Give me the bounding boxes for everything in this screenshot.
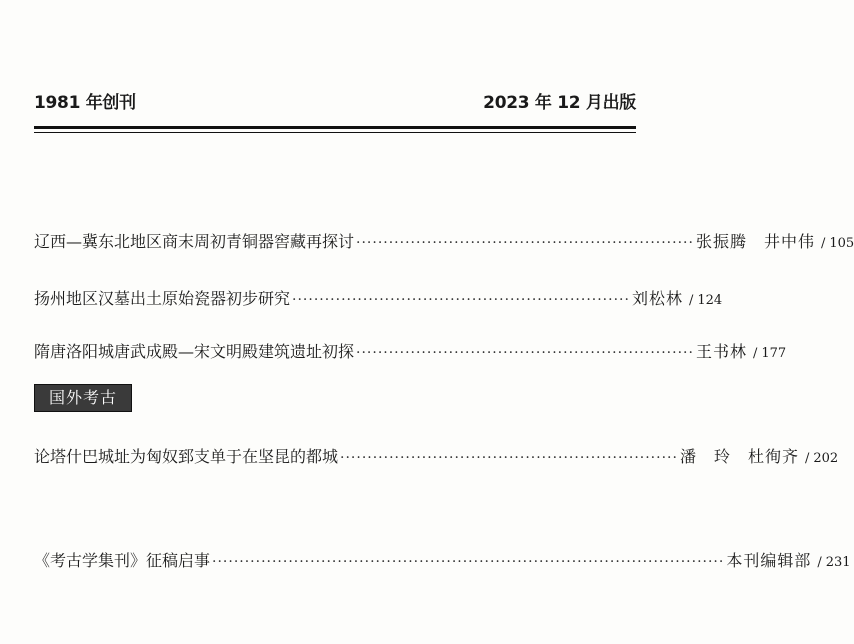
entry-title: 隋唐洛阳城唐武成殿—宋文明殿建筑遗址初探 — [34, 342, 355, 361]
entry-page: 105 — [829, 236, 854, 251]
section-heading: 国外考古 — [34, 384, 132, 412]
entry-authors: 张振腾 井中伟 — [695, 232, 815, 251]
entry-title: 扬州地区汉墓出土原始瓷器初步研究 — [34, 289, 291, 308]
leader-dots: ······························································ — [356, 235, 694, 251]
page-separator: / — [752, 346, 758, 361]
entry-title: 辽西—冀东北地区商末周初青铜器窖藏再探讨 — [34, 232, 355, 251]
entry-title: 论塔什巴城址为匈奴郅支单于在坚昆的都城 — [34, 447, 339, 466]
entry-page: 202 — [813, 451, 839, 466]
entry-page: 177 — [761, 346, 787, 361]
leader-dots: ······························································ — [356, 345, 694, 361]
leader-dots: ······························································································ — [212, 554, 725, 570]
entry-title: 《考古学集刊》征稿启事 — [34, 551, 211, 570]
entry-authors: 潘 玲 杜徇齐 — [679, 447, 799, 466]
toc-entry[interactable] — [34, 286, 723, 309]
toc-entry[interactable] — [34, 229, 854, 252]
page-separator: / — [688, 293, 694, 308]
header-rule-thin — [34, 132, 636, 133]
toc-entry[interactable] — [34, 339, 787, 362]
leader-dots: ······························································ — [340, 450, 678, 466]
entry-page: 124 — [697, 293, 723, 308]
leader-dots: ······························································ — [292, 292, 630, 308]
masthead-published: 2023 年 12 月出版 — [483, 93, 636, 113]
page-separator: / — [820, 236, 826, 251]
entry-authors: 王书林 — [695, 342, 747, 361]
entry-page: 231 — [825, 555, 851, 570]
masthead-founded: 1981 年创刊 — [34, 93, 136, 113]
header-rule-thick — [34, 126, 636, 129]
entry-authors: 刘松林 — [631, 289, 683, 308]
page-separator: / — [817, 555, 822, 570]
toc-entry[interactable] — [34, 444, 839, 467]
toc-entry[interactable] — [34, 548, 851, 571]
entry-authors: 本刊编辑部 — [726, 551, 812, 570]
page-separator: / — [804, 451, 810, 466]
